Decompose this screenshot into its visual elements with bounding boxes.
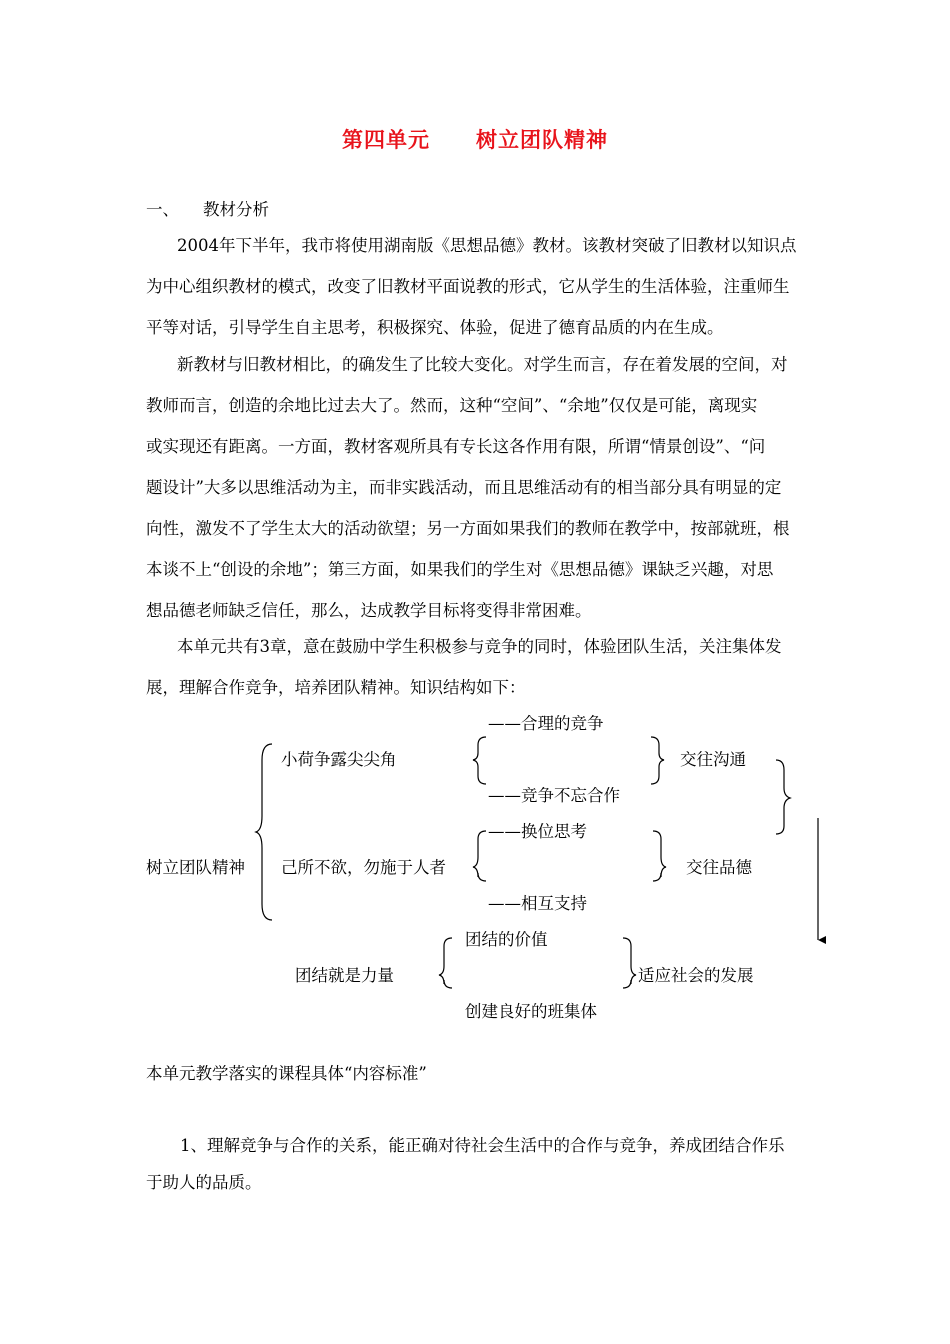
branch1-sub1: ——合理的竞争 (488, 714, 604, 733)
branch1-label: 小荷争露尖尖角 (281, 750, 397, 769)
branch1-right-brace (651, 737, 664, 784)
p3-line-2: 展，理解合作竞争，培养团队精神。知识结构如下： (146, 678, 526, 697)
p3-line-1: 本单元共有3章，意在鼓励中学生积极参与竞争的同时，体验团队生活，关注集体发 (177, 637, 782, 656)
p2-line-3: 或实现还有距离。一方面，教材客观所具有专长这各作用有限，所谓“情景创设”、“问 (146, 437, 766, 456)
section-heading: 教材分析 (203, 200, 269, 219)
branch2-sub2: ——相互支持 (488, 894, 587, 913)
branch3-sub1: 团结的价值 (465, 930, 548, 949)
structure-root: 树立团队精神 (146, 858, 245, 877)
branch2-sub1: ——换位思考 (488, 822, 587, 841)
branch3-right-brace (623, 938, 636, 988)
p2-line-6: 本谈不上“创设的余地”；第三方面，如果我们的学生对《思想品德》课缺乏兴趣，对思 (146, 560, 774, 579)
branch3-label: 团结就是力量 (295, 966, 394, 985)
p1-line-1: 2004年下半年，我市将使用湖南版《思想品德》教材。该教材突破了旧教材以知识点 (177, 236, 797, 255)
p1-line-3: 平等对话，引导学生自主思考，积极探究、体验，促进了德育品质的内在生成。 (146, 318, 724, 337)
branch2-left-brace (473, 831, 486, 881)
root-brace (256, 744, 272, 920)
p2-line-4: 题设计”大多以思维活动为主，而非实践活动，而且思维活动有的相当部分具有明显的定 (146, 478, 782, 497)
branch3-sub2: 创建良好的班集体 (465, 1002, 597, 1021)
branch1-sub2: ——竞争不忘合作 (488, 786, 620, 805)
branch2-right-brace (653, 831, 666, 881)
standards-heading: 本单元教学落实的课程具体“内容标准” (146, 1064, 427, 1083)
branch1-left-brace (473, 737, 486, 784)
standard-item1-line1: 1、理解竞争与合作的关系，能正确对待社会生活中的合作与竞争，养成团结合作乐 (180, 1136, 785, 1155)
p2-line-1: 新教材与旧教材相比，的确发生了比较大变化。对学生而言，存在着发展的空间，对 (177, 355, 788, 374)
branch1-result: 交往沟通 (680, 750, 746, 769)
title-unit: 第四单元 (342, 127, 430, 152)
standard-item1-line2: 于助人的品质。 (146, 1173, 262, 1192)
title-topic: 树立团队精神 (476, 127, 608, 152)
branch2-label: 己所不欲，勿施于人者 (281, 858, 446, 877)
p2-line-5: 向性，激发不了学生太大的活动欲望；另一方面如果我们的教师在教学中，按部就班，根 (146, 519, 790, 538)
p2-line-2: 教师而言，创造的余地比过去大了。然而，这种“空间”、“余地”仅仅是可能，离现实 (146, 396, 758, 415)
branch3-left-brace (439, 938, 452, 988)
branch2-result: 交往品德 (686, 858, 752, 877)
p2-line-7: 想品德老师缺乏信任，那么，达成教学目标将变得非常困难。 (146, 601, 592, 620)
branch3-result: 适应社会的发展 (638, 966, 754, 985)
p1-line-2: 为中心组织教材的模式，改变了旧教材平面说教的形式，它从学生的生活体验，注重师生 (146, 277, 790, 296)
section-number: 一、 (146, 200, 179, 219)
combined-right-brace (776, 760, 790, 834)
